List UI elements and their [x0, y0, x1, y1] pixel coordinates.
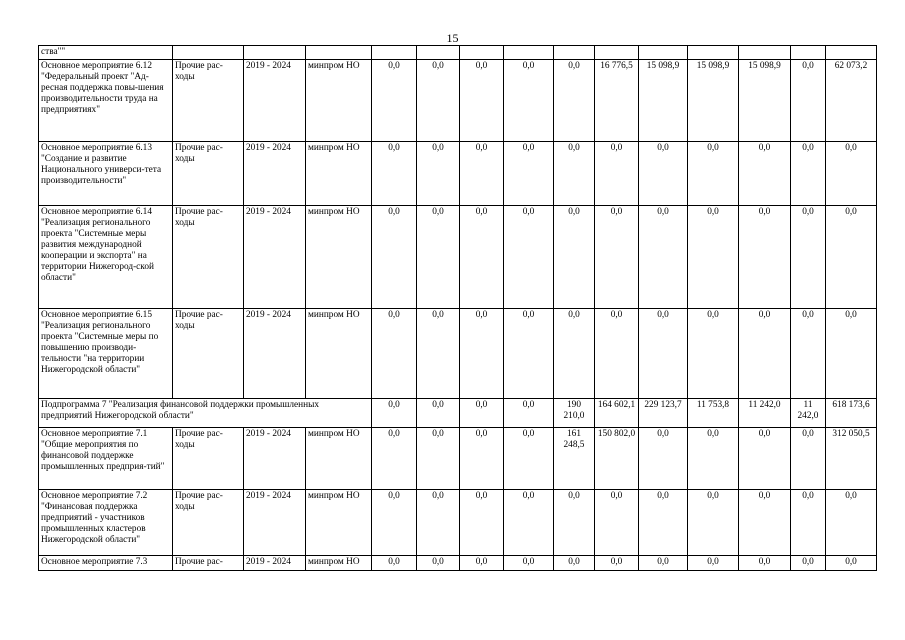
- executor-cell: минпром НО: [306, 428, 372, 490]
- value-cell: 0,0: [639, 206, 688, 309]
- value-cell: 0,0: [739, 309, 791, 399]
- value-cell: 0,0: [826, 556, 877, 571]
- period-cell: 2019 - 2024: [244, 490, 306, 556]
- period-cell: 2019 - 2024: [244, 60, 306, 142]
- continuation-cell: ства"": [39, 46, 173, 60]
- value-cell: 0,0: [504, 206, 554, 309]
- measure-name-cell: Основное мероприятие 7.3: [39, 556, 173, 571]
- value-cell: 0,0: [504, 556, 554, 571]
- measure-name-cell: Основное мероприятие 6.15 "Реализация регионального проекта "Системные меры по повышению производи-тельности "на территории Нижегородской области": [39, 309, 173, 399]
- value-cell: 0,0: [372, 556, 417, 571]
- expense-type-cell: Прочие рас-ходы: [173, 142, 244, 206]
- value-cell: 0,0: [791, 60, 826, 142]
- value-cell: 0,0: [460, 490, 504, 556]
- value-cell: 0,0: [554, 490, 595, 556]
- value-cell: 0,0: [639, 142, 688, 206]
- value-cell: 0,0: [460, 142, 504, 206]
- value-cell: 618 173,6: [826, 399, 877, 428]
- value-cell: 0,0: [372, 309, 417, 399]
- period-cell: 2019 - 2024: [244, 428, 306, 490]
- value-cell: 11 753,8: [688, 399, 739, 428]
- subprogram-name-cell: Подпрограмма 7 "Реализация финансовой поддержки промышленных предприятий Нижегородской области": [39, 399, 372, 428]
- executor-cell: минпром НО: [306, 60, 372, 142]
- expense-type-cell: Прочие рас-ходы: [173, 60, 244, 142]
- value-cell: 62 073,2: [826, 60, 877, 142]
- period-cell: 2019 - 2024: [244, 206, 306, 309]
- value-cell: 0,0: [791, 428, 826, 490]
- subprogram-row: [39, 399, 877, 428]
- measure-name-cell: Основное мероприятие 6.12 "Федеральный проект "Ад-ресная поддержка повы-шения производительности труда на предприятиях": [39, 60, 173, 142]
- value-cell: 0,0: [739, 556, 791, 571]
- value-cell: 0,0: [504, 490, 554, 556]
- expense-type-cell: Прочие рас-ходы: [173, 309, 244, 399]
- value-cell: 0,0: [639, 428, 688, 490]
- value-cell: 11 242,0: [791, 399, 826, 428]
- period-cell: 2019 - 2024: [244, 556, 306, 571]
- executor-cell: минпром НО: [306, 556, 372, 571]
- value-cell: 0,0: [554, 309, 595, 399]
- value-cell: 0,0: [460, 428, 504, 490]
- executor-cell: минпром НО: [306, 142, 372, 206]
- value-cell: 0,0: [826, 142, 877, 206]
- value-cell: 0,0: [417, 399, 460, 428]
- value-cell: 0,0: [504, 399, 554, 428]
- value-cell: 0,0: [460, 399, 504, 428]
- value-cell: 0,0: [688, 142, 739, 206]
- value-cell: 0,0: [460, 60, 504, 142]
- value-cell: 0,0: [791, 142, 826, 206]
- value-cell: 0,0: [639, 490, 688, 556]
- expense-type-cell: Прочие рас-ходы: [173, 490, 244, 556]
- value-cell: 0,0: [595, 309, 639, 399]
- value-cell: 0,0: [688, 428, 739, 490]
- value-cell: 0,0: [417, 142, 460, 206]
- value-cell: 0,0: [417, 309, 460, 399]
- value-cell: 0,0: [826, 490, 877, 556]
- value-cell: 0,0: [504, 60, 554, 142]
- value-cell: 0,0: [554, 206, 595, 309]
- value-cell: 15 098,9: [688, 60, 739, 142]
- page-number: 15: [446, 31, 459, 45]
- value-cell: 0,0: [417, 60, 460, 142]
- value-cell: 0,0: [639, 556, 688, 571]
- executor-cell: минпром НО: [306, 309, 372, 399]
- value-cell: 0,0: [372, 490, 417, 556]
- value-cell: 0,0: [554, 556, 595, 571]
- measure-name-cell: Основное мероприятие 7.2 "Финансовая поддержка предприятий - участников промышленных кластеров Нижегородской области": [39, 490, 173, 556]
- continuation-row: [39, 46, 877, 60]
- value-cell: 190 210,0: [554, 399, 595, 428]
- value-cell: 0,0: [791, 490, 826, 556]
- value-cell: 0,0: [460, 556, 504, 571]
- value-cell: 0,0: [417, 556, 460, 571]
- value-cell: 0,0: [554, 60, 595, 142]
- table-row: [39, 490, 877, 556]
- executor-cell: минпром НО: [306, 490, 372, 556]
- measure-name-cell: Основное мероприятие 6.14 "Реализация регионального проекта "Системные меры развития международной кооперации и экспорта" на территории Нижегород-ской области": [39, 206, 173, 309]
- value-cell: 0,0: [739, 490, 791, 556]
- value-cell: 11 242,0: [739, 399, 791, 428]
- value-cell: 0,0: [417, 428, 460, 490]
- value-cell: 0,0: [791, 309, 826, 399]
- value-cell: 0,0: [504, 142, 554, 206]
- period-cell: 2019 - 2024: [244, 309, 306, 399]
- measure-name-cell: Основное мероприятие 7.1 "Общие мероприятия по финансовой поддержке промышленных предприя-тий": [39, 428, 173, 490]
- value-cell: 0,0: [791, 556, 826, 571]
- value-cell: 0,0: [639, 309, 688, 399]
- expense-type-cell: Прочие рас-ходы: [173, 206, 244, 309]
- value-cell: 0,0: [372, 206, 417, 309]
- table-row: [39, 428, 877, 490]
- expense-type-cell: Прочие рас-ходы: [173, 428, 244, 490]
- value-cell: 0,0: [595, 556, 639, 571]
- value-cell: 0,0: [417, 206, 460, 309]
- value-cell: 0,0: [372, 142, 417, 206]
- value-cell: 15 098,9: [739, 60, 791, 142]
- value-cell: 0,0: [826, 206, 877, 309]
- executor-cell: минпром НО: [306, 206, 372, 309]
- value-cell: 0,0: [554, 142, 595, 206]
- table-row: [39, 206, 877, 309]
- value-cell: 161 248,5: [554, 428, 595, 490]
- expense-type-cell: Прочие рас-: [173, 556, 244, 571]
- period-cell: 2019 - 2024: [244, 142, 306, 206]
- value-cell: 0,0: [688, 206, 739, 309]
- value-cell: 0,0: [595, 206, 639, 309]
- value-cell: 0,0: [739, 428, 791, 490]
- value-cell: 0,0: [595, 142, 639, 206]
- table-body: [39, 46, 877, 571]
- table-row: [39, 142, 877, 206]
- value-cell: 0,0: [372, 399, 417, 428]
- value-cell: 0,0: [739, 206, 791, 309]
- value-cell: 0,0: [372, 60, 417, 142]
- value-cell: 0,0: [688, 309, 739, 399]
- value-cell: 16 776,5: [595, 60, 639, 142]
- value-cell: 15 098,9: [639, 60, 688, 142]
- value-cell: 0,0: [826, 309, 877, 399]
- measure-name-cell: Основное мероприятие 6.13 "Создание и развитие Национального универси-тета производительности": [39, 142, 173, 206]
- value-cell: 229 123,7: [639, 399, 688, 428]
- value-cell: 0,0: [460, 309, 504, 399]
- table-row: [39, 556, 877, 571]
- value-cell: 0,0: [372, 428, 417, 490]
- value-cell: 164 602,1: [595, 399, 639, 428]
- value-cell: 0,0: [688, 556, 739, 571]
- value-cell: 312 050,5: [826, 428, 877, 490]
- value-cell: 0,0: [504, 428, 554, 490]
- value-cell: 0,0: [460, 206, 504, 309]
- value-cell: 150 802,0: [595, 428, 639, 490]
- budget-table: [38, 45, 877, 571]
- value-cell: 0,0: [417, 490, 460, 556]
- table-row: [39, 60, 877, 142]
- value-cell: 0,0: [791, 206, 826, 309]
- value-cell: 0,0: [688, 490, 739, 556]
- table-row: [39, 309, 877, 399]
- value-cell: 0,0: [504, 309, 554, 399]
- value-cell: 0,0: [739, 142, 791, 206]
- value-cell: 0,0: [595, 490, 639, 556]
